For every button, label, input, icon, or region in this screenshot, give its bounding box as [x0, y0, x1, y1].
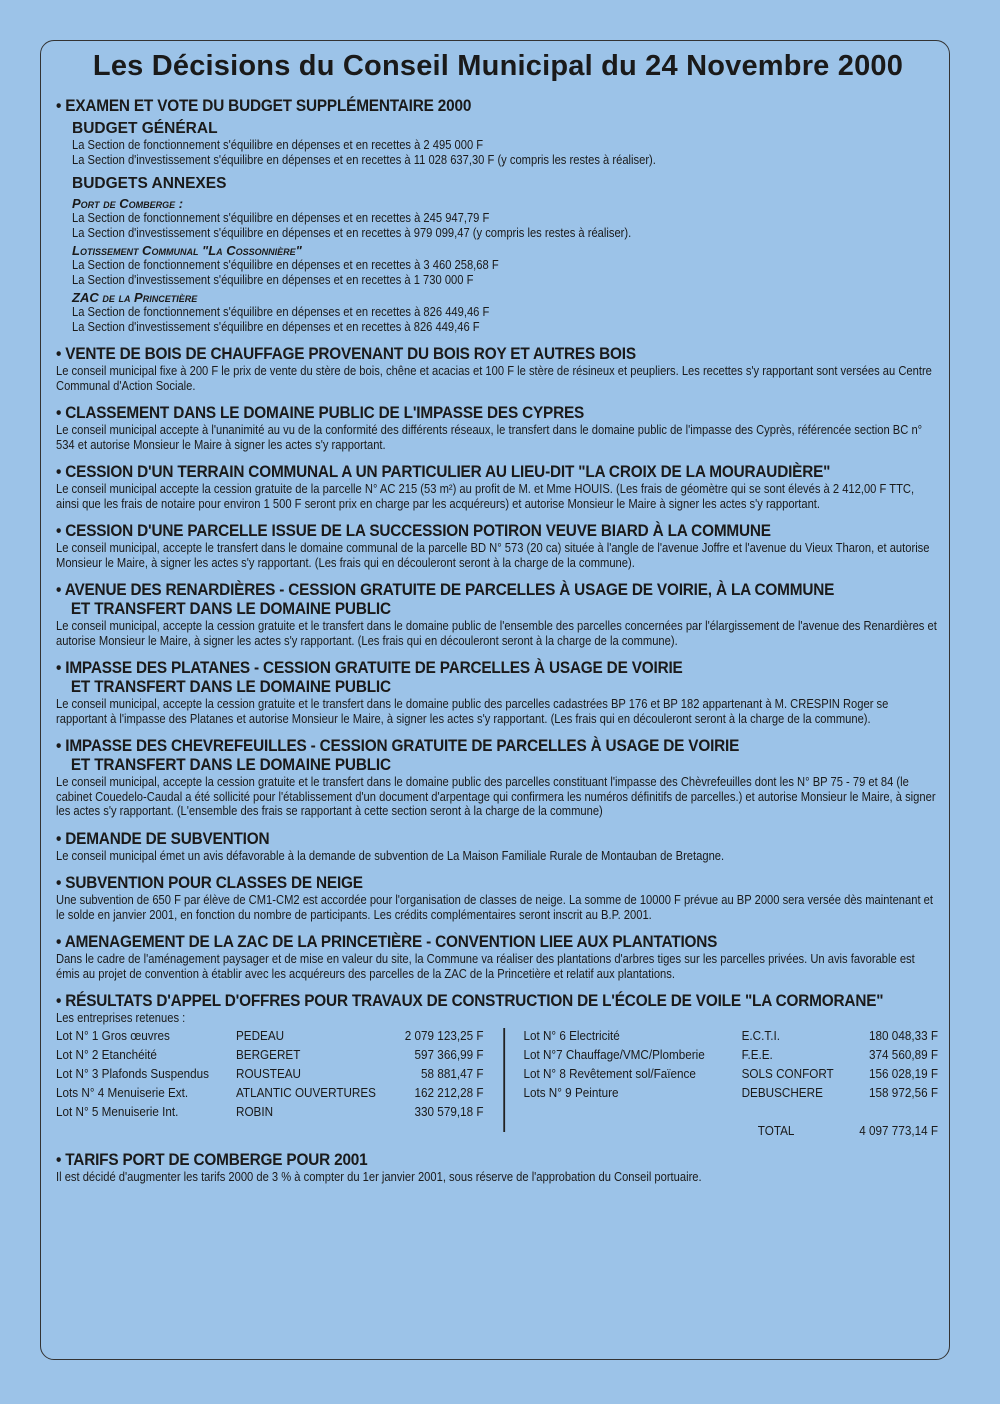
body-line: La Section de fonctionnement s'équilibre en dépenses et en recettes à 3 460 258,68 F — [72, 257, 499, 272]
lot-company: ATLANTIC OUVERTURES — [236, 1084, 376, 1100]
body-line: La Section de fonctionnement s'équilibre en dépenses et en recettes à 2 495 000 F — [72, 137, 484, 152]
subsection-head: BUDGET GÉNÉRAL — [72, 120, 218, 137]
lot-name: Lot N° 6 Electricité — [523, 1027, 620, 1043]
section-tarifs — [56, 1151, 940, 1185]
section-title: • EXAMEN ET VOTE DU BUDGET SUPPLÉMENTAIRE 2000 — [56, 97, 472, 115]
section-title: • TARIFS PORT DE COMBERGE POUR 2001 — [56, 1150, 368, 1169]
table-row — [523, 1083, 938, 1102]
lot-name: Lots N° 4 Menuiserie Ext. — [56, 1084, 189, 1100]
column-divider — [504, 1028, 506, 1132]
budget-general — [56, 120, 940, 334]
section-potiron — [56, 522, 940, 570]
section-plantations — [56, 933, 940, 981]
section-bois — [56, 345, 940, 393]
lots-table — [56, 1026, 938, 1140]
lot-company: ROBIN — [236, 1103, 274, 1119]
section-title: • AMENAGEMENT DE LA ZAC DE LA PRINCETIÈRE - CONVENTION LIEE AUX PLANTATIONS — [56, 933, 718, 951]
section-platanes — [56, 659, 940, 726]
section-body: Le conseil municipal, accepte la cession gratuite et le transfert dans le domaine public des parcelles constituant l'impasse des Chèvrefeuilles dont les N° BP 75 - 79 et 84 (le cabinet Couedelo-Caudal a été sollicité pour l'établissement d'un document d'arpentage qui confirmera les numéros définitifs de parcelles.) et autorise Monsieur le Maire, à signer les actes s'y rapportant. (L'ensemble des frais se rapportant à cette section seront à la charge de la commune) — [56, 774, 936, 818]
section-title-continued: ET TRANSFERT DANS LE DOMAINE PUBLIC — [70, 678, 391, 696]
section-body: Le conseil municipal accepte la cession gratuite de la parcelle N° AC 215 (53 m²) au profit de M. et Mme HOUIS. (Les frais de géomètre qui se sont élevés à 2 412,00 F TTC, ainsi que les frais de notaire pour environ 1 500 F seront prix en charge par les acquéreurs) et autorise Monsieur le Maire à signer les actes s'y rapportant. — [56, 481, 915, 511]
lot-company: PEDEAU — [236, 1027, 285, 1043]
section-title: • CLASSEMENT DANS LE DOMAINE PUBLIC DE L'IMPASSE DES CYPRES — [56, 404, 585, 422]
total-row — [523, 1121, 938, 1140]
lot-name: Lots N° 9 Peinture — [523, 1084, 619, 1100]
section-renardieres — [56, 581, 940, 648]
section-title: • IMPASSE DES PLATANES - CESSION GRATUITE DE PARCELLES À USAGE DE VOIRIE — [56, 659, 683, 677]
section-title: • DEMANDE DE SUBVENTION — [56, 829, 270, 848]
body-line: La Section d'investissement s'équilibre en dépenses et en recettes à 826 449,46 F — [72, 318, 480, 334]
section-title: • SUBVENTION POUR CLASSES DE NEIGE — [56, 874, 363, 892]
sub-subsection-head: ZAC de la Princetière — [72, 290, 198, 305]
section-mouraudiere — [56, 463, 940, 511]
body-line: La Section d'investissement s'équilibre en dépenses et en recettes à 979 099,47 (y compris les restes à réaliser). — [72, 224, 632, 240]
section-tender — [56, 992, 940, 1140]
lot-company: ROUSTEAU — [236, 1065, 302, 1081]
lot-amount: 156 028,19 F — [869, 1065, 938, 1081]
table-row — [56, 1083, 484, 1102]
section-body: Dans le cadre de l'aménagement paysager et de mise en valeur du site, la Commune va réaliser des plantations d'arbres tiges sur les parcelles privées. Un avis favorable est émis au projet de convention à établir avec les acquéreurs des parcelles de la ZAC de la Princetière et relatif aux plantations. — [56, 951, 915, 981]
section-subvention — [56, 830, 940, 864]
section-neige — [56, 874, 940, 922]
lot-name: Lot N° 3 Plafonds Suspendus — [56, 1065, 209, 1081]
sub-subsection-head: Port de Comberge : — [72, 196, 184, 211]
section-title-continued: ET TRANSFERT DANS LE DOMAINE PUBLIC — [70, 756, 391, 774]
tender-intro: Les entreprises retenues : — [56, 1010, 186, 1025]
section-chevrefeuilles — [56, 737, 940, 819]
lot-amount: 597 366,99 F — [414, 1046, 484, 1062]
section-title: • AVENUE DES RENARDIÈRES - CESSION GRATUITE DE PARCELLES À USAGE DE VOIRIE, À LA COMMUNE — [56, 581, 835, 599]
lot-amount: 58 881,47 F — [421, 1065, 484, 1081]
lot-company: DEBUSCHERE — [741, 1084, 823, 1100]
section-body: Le conseil municipal, accepte le transfert dans le domaine communal de la parcelle BD N° 573 (20 ca) située à l'angle de l'avenue Joffre et l'avenue du Vieux Tharon, et autorise Monsieur le Maire, à signer les actes s'y rapportant. (Les frais qui en découleront seront à la charge de la commune). — [56, 540, 930, 570]
section-title: • VENTE DE BOIS DE CHAUFFAGE PROVENANT DU BOIS ROY ET AUTRES BOIS — [56, 345, 636, 363]
section-title: • CESSION D'UNE PARCELLE ISSUE DE LA SUCCESSION POTIRON VEUVE BIARD À LA COMMUNE — [56, 522, 771, 540]
section-cypres — [56, 404, 940, 452]
lot-amount: 162 212,28 F — [414, 1084, 484, 1100]
table-row — [56, 1045, 484, 1064]
section-title: • RÉSULTATS D'APPEL D'OFFRES POUR TRAVAUX DE CONSTRUCTION DE L'ÉCOLE DE VOILE "LA CORMORANE" — [56, 992, 884, 1010]
lot-amount: 374 560,89 F — [869, 1046, 938, 1062]
lot-name: Lot N° 1 Gros œuvres — [56, 1027, 170, 1043]
section-body: Une subvention de 650 F par élève de CM1-CM2 est accordée pour l'organisation de classes de neige. La somme de 10000 F prévue au BP 2000 sera versée dès maintenant et le solde en janvier 2001, en fonction du nombre de participants. Les crédits complémentaires seront inscrit au B.P. 2001. — [56, 892, 933, 922]
budget-section — [56, 97, 940, 334]
sub-subsection-head: Lotissement Communal "La Cossonnière" — [72, 243, 302, 258]
section-body: Le conseil municipal émet un avis défavorable à la demande de subvention de La Maison Familiale Rurale de Montauban de Bretagne. — [56, 847, 725, 863]
section-body: Le conseil municipal fixe à 200 F le prix de vente du stère de bois, chêne et acacias et 100 F le stère de résineux et peupliers. Les recettes s'y rapportant sont versées au Centre Communal d'Action Sociale. — [56, 363, 932, 393]
body-line: La Section de fonctionnement s'équilibre en dépenses et en recettes à 826 449,46 F — [72, 304, 490, 319]
lot-company: SOLS CONFORT — [741, 1065, 834, 1081]
body-line: La Section d'investissement s'équilibre en dépenses et en recettes à 1 730 000 F — [72, 271, 474, 287]
section-body: Le conseil municipal, accepte la cession gratuite et le transfert dans le domaine public de l'ensemble des parcelles concernées par l'élargissement de l'avenue des Renardières et autorise Monsieur le Maire, à signer les actes s'y rapportant. (Les frais qui en découleront seront à la charge de la commune). — [56, 618, 937, 648]
section-title: • CESSION D'UN TERRAIN COMMUNAL A UN PARTICULIER AU LIEU-DIT "LA CROIX DE LA MOURAUDIÈRE" — [56, 463, 831, 481]
subsection-head: BUDGETS ANNEXES — [72, 175, 227, 192]
lot-name: Lot N° 2 Etanchéité — [56, 1046, 157, 1062]
table-row — [56, 1026, 484, 1045]
total-value: 4 097 773,14 F — [859, 1122, 938, 1138]
table-row — [56, 1064, 484, 1083]
document-content — [56, 50, 940, 1195]
lot-name: Lot N° 8 Revêtement sol/Faïence — [523, 1065, 696, 1081]
lot-amount: 158 972,56 F — [869, 1084, 938, 1100]
section-title-continued: ET TRANSFERT DANS LE DOMAINE PUBLIC — [70, 600, 391, 618]
section-body: Le conseil municipal accepte à l'unanimité au vu de la conformité des différents réseaux, le transfert dans le domaine public de l'impasse des Cyprès, référencée section BC n° 534 et autorise Monsieur le Maire à signer les actes s'y rapportant. — [56, 422, 923, 452]
lot-amount: 330 579,18 F — [414, 1103, 484, 1119]
section-body: Il est décidé d'augmenter les tarifs 2000 de 3 % à compter du 1er janvier 2001, sous réserve de l'approbation du Conseil portuaire. — [56, 1168, 702, 1184]
lots-left — [56, 1026, 493, 1140]
table-row — [56, 1102, 484, 1121]
body-line: La Section d'investissement s'équilibre en dépenses et en recettes à 11 028 637,30 F (y compris les restes à réaliser). — [72, 151, 656, 167]
lot-amount: 2 079 123,25 F — [404, 1027, 484, 1043]
lot-company: F.E.E. — [741, 1046, 773, 1062]
body-line: La Section de fonctionnement s'équilibre en dépenses et en recettes à 245 947,79 F — [72, 210, 490, 225]
table-row — [523, 1026, 938, 1045]
page-title: Les Décisions du Conseil Municipal du 24 Novembre 2000 — [92, 50, 904, 82]
table-row — [523, 1064, 938, 1083]
lot-company: E.C.T.I. — [741, 1027, 780, 1043]
lots-right — [523, 1026, 938, 1140]
lot-company: BERGERET — [236, 1046, 301, 1062]
table-row — [523, 1045, 938, 1064]
section-title: • IMPASSE DES CHEVREFEUILLES - CESSION GRATUITE DE PARCELLES À USAGE DE VOIRIE — [56, 737, 740, 755]
total-label: TOTAL — [757, 1122, 795, 1138]
lot-name: Lot N°7 Chauffage/VMC/Plomberie — [523, 1046, 705, 1062]
section-body: Le conseil municipal, accepte la cession gratuite et le transfert dans le domaine public des parcelles cadastrées BP 176 et BP 182 appartenant à M. CRESPIN Roger se rapportant à l'impasse des Platanes et autorise Monsieur le Maire, à signer les actes s'y rapportant. (Les frais qui en découleront seront à la charge de la commune). — [56, 696, 889, 726]
lot-amount: 180 048,33 F — [869, 1027, 938, 1043]
lot-name: Lot N° 5 Menuiserie Int. — [56, 1103, 179, 1119]
